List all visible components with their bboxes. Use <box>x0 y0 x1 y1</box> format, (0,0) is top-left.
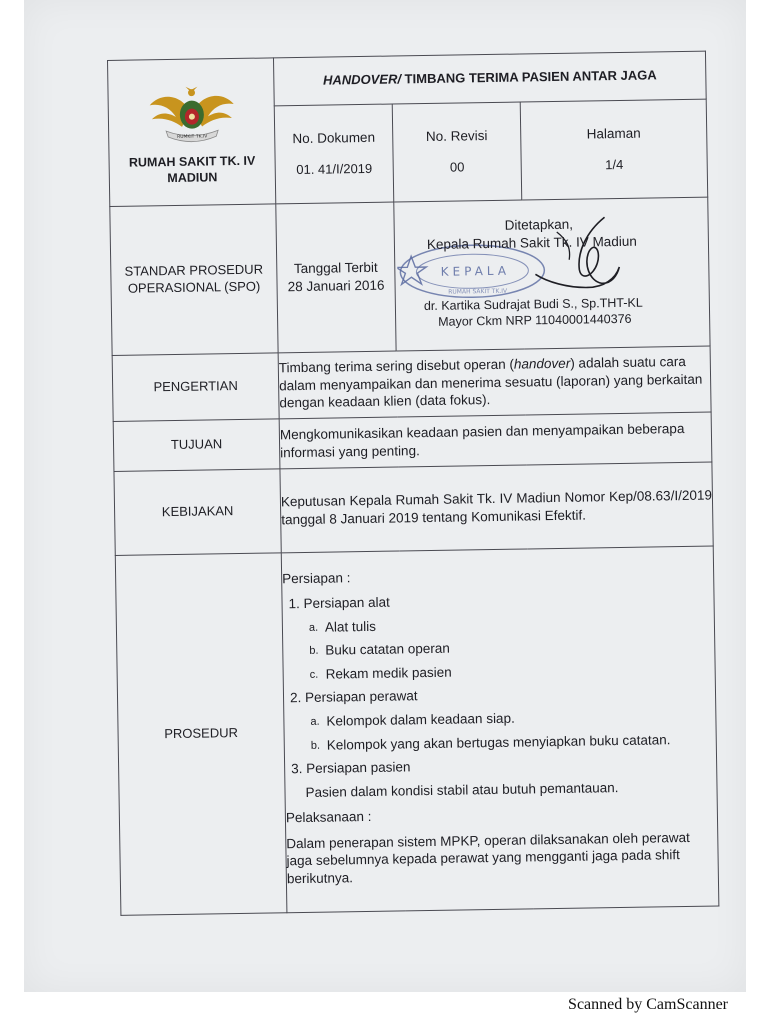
page-label: Halaman <box>586 125 641 142</box>
page-value: 1/4 <box>605 156 624 173</box>
pengertian-text <box>278 346 711 419</box>
persiapan-alat: 1. Persiapan alat <box>288 594 390 612</box>
approver-name: dr. Kartika Sudrajat Budi S., Sp.THT-KL <box>423 295 643 314</box>
hospital-header-cell <box>108 58 276 207</box>
tujuan-text: Mengkomunikasikan keadaan pasien dan menyampaikan beberapa informasi yang penting. <box>279 412 712 469</box>
issue-date-value: 28 Januari 2016 <box>287 277 385 295</box>
stamp-center-text: KEPALA <box>440 263 511 279</box>
list-item: b. Kelompok yang akan bertugas menyiapkan buku catatan. <box>310 731 671 753</box>
document-title <box>273 51 706 106</box>
emblem-ribbon-text: RUMKIT TK.IV <box>176 134 207 140</box>
doc-number-label: No. Dokumen <box>292 130 376 147</box>
approval-cell <box>394 197 710 351</box>
list-item: a. Kelompok dalam keadaan siap. <box>310 710 515 729</box>
document-title-italic: HANDOVER/ <box>322 71 402 88</box>
signature-icon <box>526 211 627 299</box>
hospital-emblem-icon <box>145 82 238 149</box>
spo-document <box>107 51 718 916</box>
list-item: b. Buku catatan operan <box>309 641 450 658</box>
persiapan-pasien-text: Pasien dalam kondisi stabil atau butuh pemantauan. <box>305 779 619 800</box>
spo-table <box>107 51 719 916</box>
kebijakan-text: Keputusan Kepala Rumah Sakit Tk. IV Madiun Nomor Kep/08.63/I/2019 tanggal 8 Januari 2019 tentang Komunikasi Efektif. <box>280 462 713 553</box>
revision-cell <box>392 102 522 202</box>
doc-number-cell <box>274 104 394 204</box>
list-item: c. Rekam medik pasien <box>309 664 452 682</box>
stamp-ring-text: RUMAH SAKIT TK.IV <box>448 287 508 296</box>
document-title-rest: TIMBANG TERIMA PASIEN ANTAR JAGA <box>400 67 657 87</box>
issue-date-label: Tanggal Terbit <box>293 260 378 277</box>
prosedur-label: PROSEDUR <box>115 553 287 916</box>
persiapan-pasien: 3. Persiapan pasien <box>291 759 411 777</box>
approval-heading: Ditetapkan, <box>504 216 574 233</box>
page-cell <box>520 99 708 200</box>
tujuan-label: TUJUAN <box>113 419 280 472</box>
pengertian-text-after: ) adalah suatu cara dalam menyampaikan dan menerima sesuatu (laporan) yang berkaitan dengan keadaan klien (data fokus). <box>279 354 703 411</box>
revision-value: 00 <box>449 159 465 175</box>
pengertian-text-before: Timbang terima sering disebut operan ( <box>278 356 515 376</box>
approver-rank: Mayor Ckm NRP 11040001440376 <box>438 311 632 329</box>
doc-number-value: 01. 41/I/2019 <box>296 160 373 177</box>
persiapan-heading: Persiapan : <box>282 569 351 586</box>
kebijakan-label: KEBIJAKAN <box>114 469 281 556</box>
pelaksanaan-text: Dalam penerapan sistem MPKP, operan dilaksanakan oleh perawat jaga sebelumnya kepada perawat yang mengganti jaga pada shift berikutnya. <box>286 829 690 887</box>
pengertian-text-italic: handover <box>513 355 571 372</box>
persiapan-perawat: 2. Persiapan perawat <box>289 688 418 706</box>
list-item: a. Alat tulis <box>308 618 377 635</box>
scanner-watermark: Scanned by CamScanner <box>568 996 728 1013</box>
hospital-name: RUMAH SAKIT TK. IV MADIUN <box>128 153 256 185</box>
pelaksanaan-heading: Pelaksanaan : <box>285 809 372 826</box>
pengertian-label: PENGERTIAN <box>112 353 279 422</box>
approver-title: Kepala Rumah Sakit Tk. IV Madiun <box>426 233 637 252</box>
spo-label: STANDAR PROSEDUR OPERASIONAL (SPO) <box>110 204 278 356</box>
issue-date-cell <box>276 202 396 353</box>
revision-label: No. Revisi <box>425 128 488 145</box>
prosedur-content <box>281 546 719 913</box>
